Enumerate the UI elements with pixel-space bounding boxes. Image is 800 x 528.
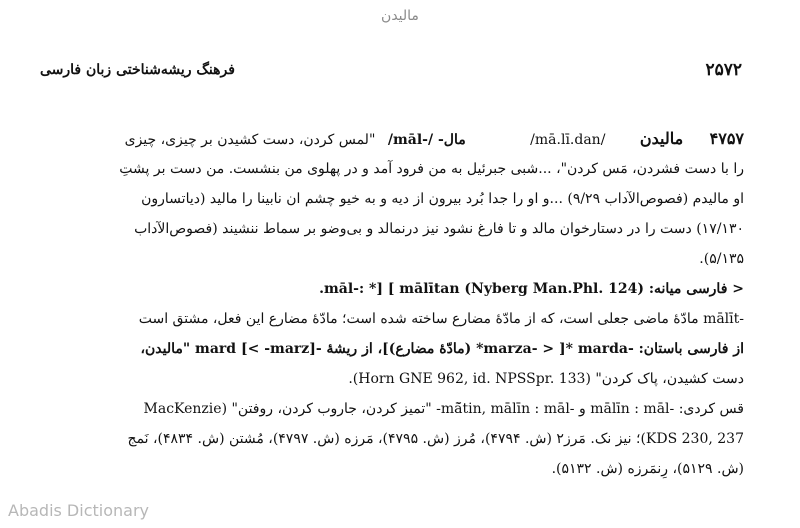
book-header — [40, 60, 742, 86]
entry-number: ۴۷۵۷ — [709, 129, 744, 148]
entry-line-12: (ش. ۵۱۲۹)، رِنمَرزه (ش. ۵۱۳۲). — [551, 461, 744, 477]
entry-line-4: ۱۷/۱۳۰) دست را در دستارخوان مالد و تا فارغ نشود نیز درنمالد و بی‌وضو بر سماط ننشیند (فصوص‌الآداب — [134, 221, 744, 237]
page-number: ۲۵۷۲ — [705, 60, 742, 80]
watermark: Abadis Dictionary — [8, 501, 149, 520]
book-title: فرهنگ ریشه‌شناختی زبان فارسی — [40, 62, 235, 78]
entry-line-3: او مالیدم (فصوص‌الآداب ۹/۲۹) ...و او را جدا بُرد بیرون از دیه و به خیو چشم ان نابینا را مالید (دیاتسارون — [141, 191, 744, 207]
entry-root: مال- /-māl/ — [387, 132, 466, 148]
entry-line-8: از فارسی باستان: -marda *[ < -marza* (مادّهٔ مضارع)]، از ریشهٔ -mard [< -marz] "مالیدن، — [140, 341, 744, 357]
entry-line-1 — [32, 124, 744, 154]
entry-line-10: قس کردی: -mālīn : māl و -mā̆tin, mālīn : māl- "تمیز کردن، جاروب کردن، روفتن" (MacKenzie — [143, 401, 744, 417]
entry-headword: مالیدن — [639, 129, 684, 148]
entry-line-5: ۵/۱۳۵). — [699, 251, 744, 267]
entry-line-7: -mālīt مادّهٔ ماضی جعلی است، که از مادّهٔ مضارع ساخته شده است؛ مادّهٔ مضارع این فعل، مشتق است — [138, 311, 744, 327]
entry-line-11: KDS 230, 237)؛ نیز نک. مَرز۲ (ش. ۴۷۹۴)، مُرز (ش. ۴۷۹۵)، مَرزه (ش. ۴۷۹۷)، مُشتن (ش. ۴۸۳۴)، نَمج — [127, 431, 744, 447]
entry-line-6-etymology: < فارسی میانه: māl-: *] [ mālītan (Nyberg Man.Phl. 124). — [319, 281, 744, 297]
entry-transliteration: /mā.lī.dan/ — [530, 132, 606, 148]
entry-definition: "لمس کردن، دست کشیدن بر چیزی، چیزی — [124, 132, 376, 148]
entry-line-9: دست کشیدن، پاک کردن" (Horn GNE 962, id. NPSSpr. 133). — [348, 371, 744, 387]
dictionary-entry — [32, 124, 744, 484]
site-title: مالیدن — [381, 8, 419, 24]
entry-line-2: را با دست فشردن، مَس کردن"، ...شبی جبرئیل به من فرود آمد و در پهلوی من بنشست. من دست بر پشتِ — [119, 161, 744, 177]
